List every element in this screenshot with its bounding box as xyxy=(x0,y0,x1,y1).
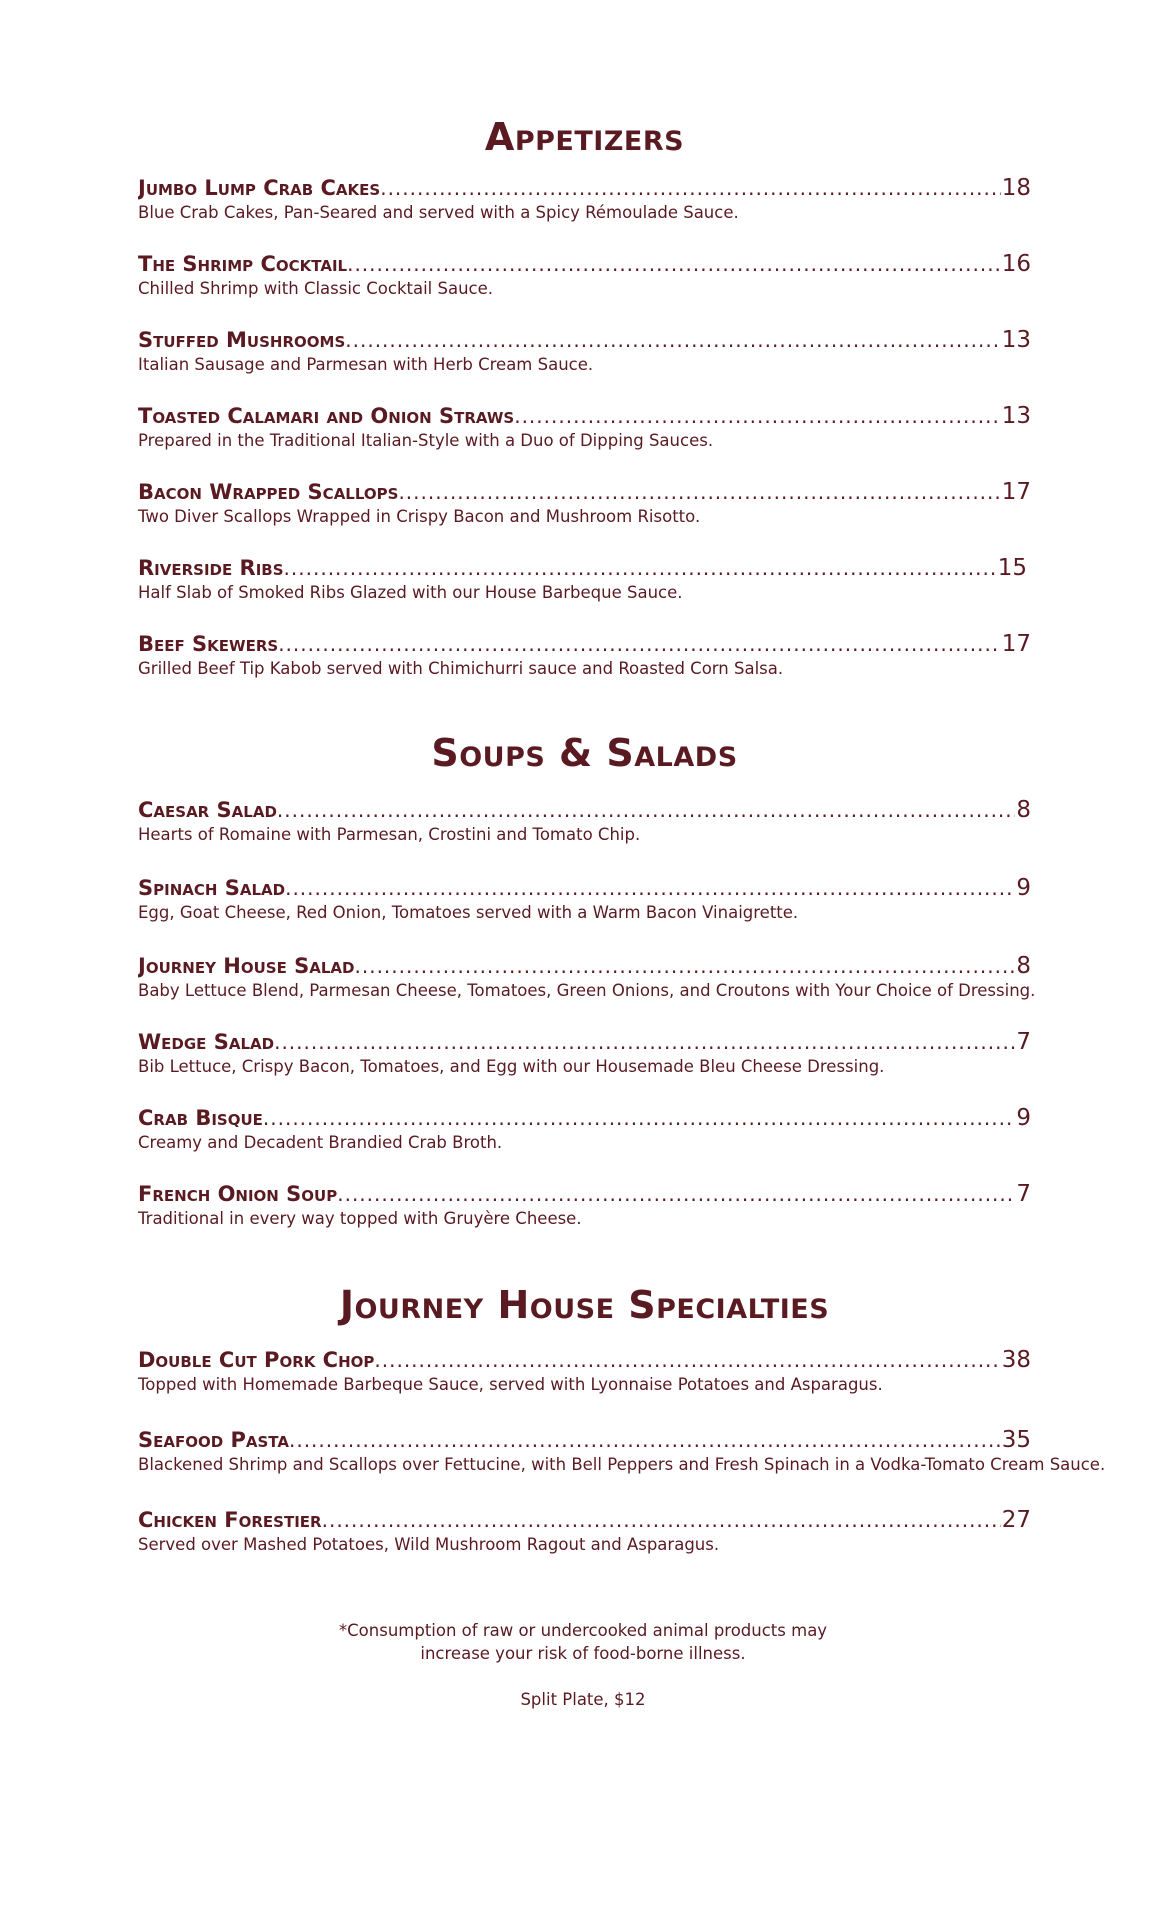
dot-leader xyxy=(380,174,1001,202)
menu-items xyxy=(138,174,1031,706)
item-description: Egg, Goat Cheese, Red Onion, Tomatoes served with a Warm Bacon Vinaigrette. xyxy=(138,903,799,922)
item-description: Chilled Shrimp with Classic Cocktail Sauce. xyxy=(138,279,493,298)
item-name: Crab Bisque xyxy=(138,1106,263,1130)
menu-item xyxy=(138,952,1036,1028)
dot-leader xyxy=(355,952,1016,980)
dot-leader xyxy=(285,874,1015,902)
item-price: 15 xyxy=(997,555,1027,581)
section-title: Appetizers xyxy=(484,115,685,159)
item-price: 17 xyxy=(1001,479,1031,505)
section-soups-salads xyxy=(138,728,1036,1256)
item-description: Half Slab of Smoked Ribs Glazed with our House Barbeque Sauce. xyxy=(138,583,683,602)
menu-item xyxy=(138,478,1031,554)
item-price: 7 xyxy=(1016,1029,1031,1055)
item-description: Topped with Homemade Barbeque Sauce, served with Lyonnaise Potatoes and Asparagus. xyxy=(138,1375,883,1394)
menu-item xyxy=(138,250,1031,326)
item-description: Two Diver Scallops Wrapped in Crispy Bacon and Mushroom Risotto. xyxy=(138,507,701,526)
menu-item xyxy=(138,1028,1031,1104)
item-description: Creamy and Decadent Brandied Crab Broth. xyxy=(138,1133,503,1152)
item-description: Blackened Shrimp and Scallops over Fettucine, with Bell Peppers and Fresh Spinach in a Vodka-Tomato Cream Sauce. xyxy=(138,1455,1106,1474)
item-name: Wedge Salad xyxy=(138,1030,275,1054)
dot-leader xyxy=(277,796,1015,824)
item-name: Toasted Calamari and Onion Straws xyxy=(138,404,515,428)
section-specialties xyxy=(138,1280,1106,1582)
menu-item xyxy=(138,1104,1031,1180)
menu-items xyxy=(138,796,1036,1256)
item-name: Jumbo Lump Crab Cakes xyxy=(138,176,381,200)
item-name: Seafood Pasta xyxy=(138,1428,289,1452)
item-price: 9 xyxy=(1016,875,1031,901)
dot-leader xyxy=(398,478,1000,506)
item-price: 8 xyxy=(1016,797,1031,823)
item-description: Grilled Beef Tip Kabob served with Chimichurri sauce and Roasted Corn Salsa. xyxy=(138,659,784,678)
dot-leader xyxy=(374,1346,1000,1374)
dot-leader xyxy=(284,554,997,582)
menu-item xyxy=(138,796,1031,872)
menu-items xyxy=(138,1346,1106,1582)
menu-item xyxy=(138,1506,1031,1582)
item-name: Bacon Wrapped Scallops xyxy=(138,480,399,504)
item-price: 17 xyxy=(1001,631,1031,657)
item-name: Beef Skewers xyxy=(138,632,279,656)
item-description: Bib Lettuce, Crispy Bacon, Tomatoes, and Egg with our Housemade Bleu Cheese Dressing. xyxy=(138,1057,885,1076)
item-price: 38 xyxy=(1001,1347,1031,1373)
item-name: Stuffed Mushrooms xyxy=(138,328,346,352)
item-description: Baby Lettuce Blend, Parmesan Cheese, Tomatoes, Green Onions, and Croutons with Your Choice of Dressing. xyxy=(138,981,1036,1000)
item-name: The Shrimp Cocktail xyxy=(138,252,348,276)
item-description: Italian Sausage and Parmesan with Herb Cream Sauce. xyxy=(138,355,594,374)
menu-item xyxy=(138,1426,1106,1506)
item-name: Caesar Salad xyxy=(138,798,277,822)
item-price: 27 xyxy=(1001,1507,1031,1533)
item-price: 7 xyxy=(1016,1181,1031,1207)
dot-leader xyxy=(263,1104,1015,1132)
dot-leader xyxy=(274,1028,1015,1056)
menu-item xyxy=(138,402,1031,478)
food-safety-disclaimer xyxy=(0,1619,1166,1665)
item-name: French Onion Soup xyxy=(138,1182,338,1206)
item-description: Traditional in every way topped with Gruyère Cheese. xyxy=(138,1209,582,1228)
menu-item xyxy=(138,326,1031,402)
item-name: Spinach Salad xyxy=(138,876,286,900)
item-price: 13 xyxy=(1001,403,1031,429)
section-title: Soups & Salads xyxy=(431,731,738,775)
dot-leader xyxy=(278,630,1001,658)
split-plate-note: Split Plate, $12 xyxy=(520,1690,646,1709)
section-title: Journey House Specialties xyxy=(339,1283,830,1327)
menu-item xyxy=(138,1180,1031,1256)
dot-leader xyxy=(322,1506,1001,1534)
item-name: Double Cut Pork Chop xyxy=(138,1348,375,1372)
item-price: 9 xyxy=(1016,1105,1031,1131)
item-name: Riverside Ribs xyxy=(138,556,284,580)
item-price: 13 xyxy=(1001,327,1031,353)
menu-item xyxy=(138,174,1031,250)
menu-item xyxy=(138,630,1031,706)
dot-leader xyxy=(345,326,1000,354)
menu-item xyxy=(138,1346,1031,1426)
disclaimer-line: *Consumption of raw or undercooked animal products may xyxy=(338,1621,828,1640)
item-price: 16 xyxy=(1001,251,1031,277)
dot-leader xyxy=(514,402,1001,430)
item-price: 35 xyxy=(1001,1427,1031,1453)
item-description: Hearts of Romaine with Parmesan, Crostini and Tomato Chip. xyxy=(138,825,641,844)
dot-leader xyxy=(289,1426,1001,1454)
item-description: Prepared in the Traditional Italian-Style with a Duo of Dipping Sauces. xyxy=(138,431,714,450)
disclaimer-line: increase your risk of food-borne illness. xyxy=(420,1644,746,1663)
item-price: 18 xyxy=(1001,175,1031,201)
dot-leader xyxy=(347,250,1001,278)
item-description: Served over Mashed Potatoes, Wild Mushroom Ragout and Asparagus. xyxy=(138,1535,720,1554)
item-description: Blue Crab Cakes, Pan-Seared and served with a Spicy Rémoulade Sauce. xyxy=(138,203,739,222)
item-price: 8 xyxy=(1016,953,1031,979)
item-name: Journey House Salad xyxy=(138,954,355,978)
item-name: Chicken Forestier xyxy=(138,1508,322,1532)
section-appetizers xyxy=(138,112,1031,706)
menu-item xyxy=(138,554,1031,630)
menu-item xyxy=(138,874,1031,952)
dot-leader xyxy=(337,1180,1015,1208)
